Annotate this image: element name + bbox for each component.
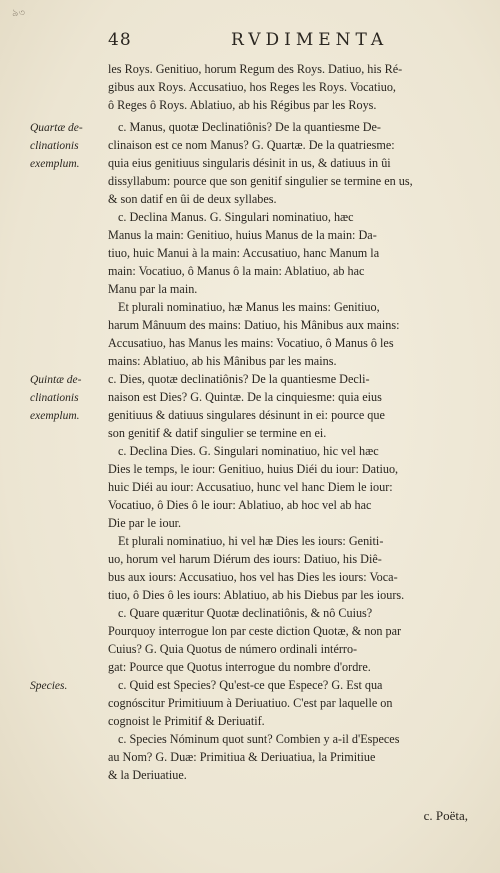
text-line: naison est Dies? G. Quintæ. De la cinquiesme: quia eius <box>108 390 382 404</box>
text-line: Et plurali nominatiuo, hi vel hæ Dies les iours: Geniti- <box>118 534 384 548</box>
margin-note-quartae-2: clinationis <box>30 140 79 152</box>
text-line: c. Quare quæritur Quotæ declinatiônis, & nô Cuius? <box>118 606 373 620</box>
text-line: Die par le iour. <box>108 516 182 530</box>
margin-note-quintae-1: Quintæ de- <box>30 374 82 386</box>
text-line: c. Declina Dies. G. Singulari nominatiuo, hic vel hæc <box>118 444 379 458</box>
text-line: Accusatiuo, has Manus les mains: Vocatiuo, ô Manus ô les <box>108 336 394 350</box>
text-line: gat: Pource que Quotus interrogue du nombre d'ordre. <box>108 660 371 674</box>
text-line: quia eius genitiuus singularis désinit in us, & datiuus in ûi <box>108 156 391 170</box>
text-line: harum Mânuum des mains: Datiuo, his Mânibus aux mains: <box>108 318 400 332</box>
text-line: clinaison est ce nom Manus? G. Quartæ. De la quatriesme: <box>108 138 395 152</box>
text-line: mains: Ablatiuo, ab his Mânibus par les mains. <box>108 354 337 368</box>
text-line: Manu par la main. <box>108 282 198 296</box>
text-line: cognoist le Primitif & Deriuatif. <box>108 714 265 728</box>
text-line: Pourquoy interrogue lon par ceste diction Quotæ, & non par <box>108 624 402 638</box>
text-line: Vocatiuo, ô Dies ô le iour: Ablatiuo, ab hoc vel ab hac <box>108 498 372 512</box>
text-line: c. Manus, quotæ Declinatiônis? De la quantiesme De- <box>118 120 381 134</box>
corner-mark: ৯৩ <box>12 8 25 19</box>
text-line: tiuo, huic Manui à la main: Accusatiuo, hanc Manum la <box>108 246 380 260</box>
text-line: Dies le temps, le iour: Genitiuo, huius Diéi du iour: Datiuo, <box>108 462 399 476</box>
margin-note-quintae-2: clinationis <box>30 392 79 404</box>
text-line: les Roys. Genitiuo, horum Regum des Roys. Datiuo, his Ré- <box>108 62 403 76</box>
text-line: bus aux iours: Accusatiuo, hos vel has Dies les iours: Voca- <box>108 570 398 584</box>
text-line: c. Dies, quotæ declinatiônis? De la quantiesme Decli- <box>108 372 370 386</box>
text-line: genitiuus & datiuus singulares désinunt in ei: pource que <box>108 408 385 422</box>
margin-note-quintae-3: exemplum. <box>30 410 80 422</box>
margin-note-quartae-1: Quartæ de- <box>30 122 83 134</box>
text-line: Cuius? G. Quia Quotus de número ordinali intérro- <box>108 642 358 656</box>
text-line: gibus aux Roys. Accusatiuo, hos Reges les Roys. Vocatiuo, <box>108 80 396 94</box>
text-line: & la Deriuatiue. <box>108 768 187 782</box>
text-line: huic Diéi au iour: Accusatiuo, hunc vel hanc Diem le iour: <box>108 480 393 494</box>
text-line: son genitif & datif singulier se termine en ei. <box>108 426 327 440</box>
text-line: dissyllabum: pource que son genitif singulier se termine en us, <box>108 174 413 188</box>
text-line: au Nom? G. Duæ: Primitiua & Deriuatiua, la Primitiue <box>108 750 376 764</box>
text-line: Manus la main: Genitiuo, huius Manus de la main: Da- <box>108 228 377 242</box>
text-line: main: Vocatiuo, ô Manus ô la main: Ablatiuo, ab hac <box>108 264 365 278</box>
text-line: ô Reges ô Roys. Ablatiuo, ab his Régibus par les Roys. <box>108 98 377 112</box>
page-number: 48 <box>108 30 132 50</box>
text-line: c. Declina Manus. G. Singulari nominatiuo, hæc <box>118 210 354 224</box>
page-header <box>96 30 470 52</box>
running-head: RVDIMENTA <box>231 30 389 50</box>
text-line: uo, horum vel harum Diérum des iours: Datiuo, his Diê- <box>108 552 382 566</box>
margin-note-species: Species. <box>30 680 68 692</box>
text-line: & son datif en ûi de deux syllabes. <box>108 192 277 206</box>
text-line: cognóscitur Primitiuum à Deriuatiuo. C'est par laquelle on <box>108 696 393 710</box>
text-line: c. Species Nóminum quot sunt? Combien y a-il d'Especes <box>118 732 400 746</box>
text-line: tiuo, ô Dies ô les iours: Ablatiuo, ab his Diebus par les iours. <box>108 588 405 602</box>
catchword: c. Poëta, <box>423 808 468 823</box>
text-line: Et plurali nominatiuo, hæ Manus les mains: Genitiuo, <box>118 300 380 314</box>
margin-note-quartae-3: exemplum. <box>30 158 80 170</box>
text-line: c. Quid est Species? Qu'est-ce que Espece? G. Est qua <box>118 678 383 692</box>
